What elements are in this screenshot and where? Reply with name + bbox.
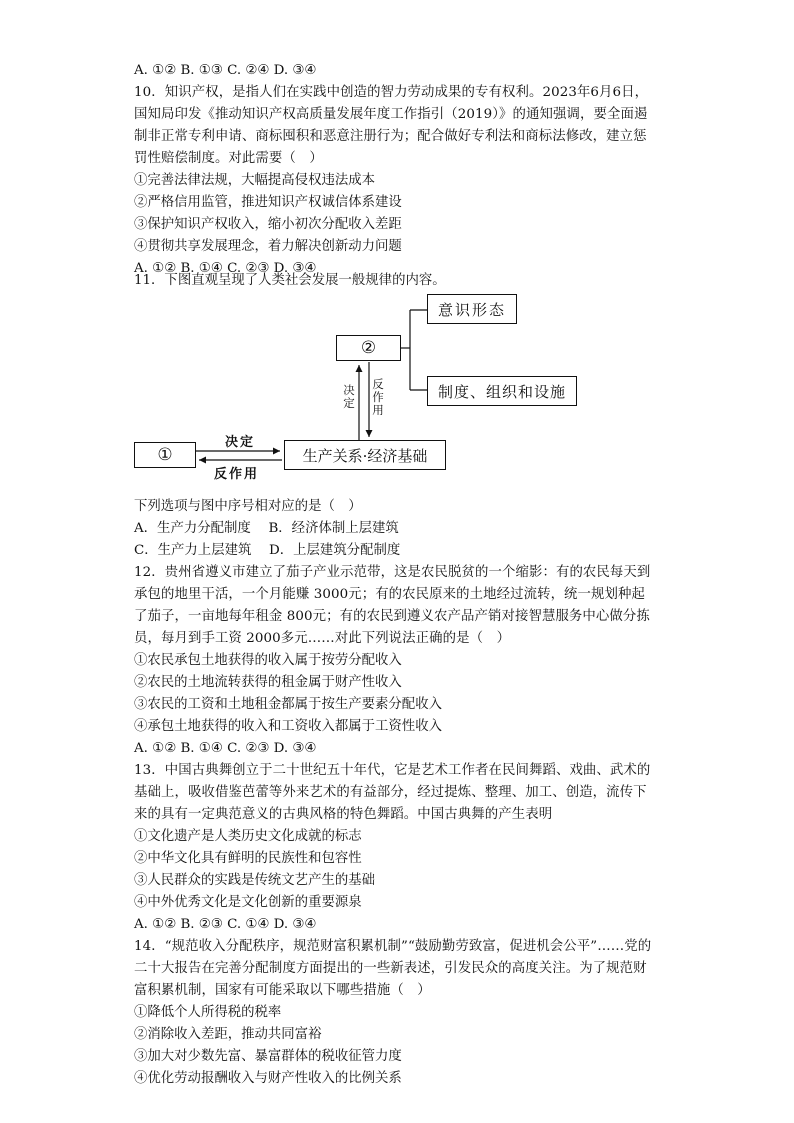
q12-stem-line: 员，每月到手工资 2000多元……对此下列说法正确的是（ ） [134, 631, 511, 646]
q10-item: ③保护知识产权收入，缩小初次分配收入差距 [134, 217, 402, 232]
q9-options: A. ①② B. ①③ C. ②④ D. ③④ [134, 63, 317, 78]
q10-stem-line: 国知局印发《推动知识产权高质量发展年度工作指引（2019）》的通知强调，要全面遏 [134, 107, 648, 122]
q13-item: ①文化遗产是人类历史文化成就的标志 [134, 829, 362, 844]
q14-item: ④优化劳动报酬收入与财产性收入的比例关系 [134, 1071, 402, 1086]
label-decide-vertical: 决定 [343, 383, 355, 410]
q10-item: ④贯彻共享发展理念，着力解决创新动力问题 [134, 239, 402, 254]
q13-stem-line: 13．中国古典舞创立于二十世纪五十年代，它是艺术工作者在民间舞蹈、戏曲、武术的 [134, 763, 651, 778]
q14-stem-line: 二十大报告在完善分配制度方面提出的一些新表述，引发民众的高度关注。为了规范财 [134, 961, 647, 976]
q10-stem-line: 罚性赔偿制度。对此需要（ ） [134, 151, 323, 166]
q14-item: ③加大对少数先富、暴富群体的税收征管力度 [134, 1049, 402, 1064]
q12-item: ③农民的工资和土地租金都属于按生产要素分配收入 [134, 697, 442, 712]
label-decide-horizontal: 决定 [225, 435, 256, 450]
q12-stem-line: 承包的地里干活，一个月能赚 3000元；有的农民原来的土地经过流转，统一规划种起 [134, 587, 646, 602]
box-institutions: 制度、组织和设施 [427, 376, 577, 406]
q11-prompt: 下列选项与图中序号相对应的是（ ） [134, 499, 362, 514]
box-production-relations: 生产关系·经济基础 [284, 440, 446, 470]
box-ideology: 意识形态 [427, 294, 517, 324]
q11-options-row: A．生产力分配制度 B．经济体制上层建筑 [134, 521, 399, 536]
q13-item: ③人民群众的实践是传统文艺产生的基础 [134, 873, 376, 888]
q11-diagram [130, 290, 590, 480]
q12-stem-line: 12．贵州省遵义市建立了茄子产业示范带，这是农民脱贫的一个缩影：有的农民每天到 [134, 565, 651, 580]
q12-item: ①农民承包土地获得的收入属于按劳分配收入 [134, 653, 402, 668]
q13-stem-line: 基础上，吸收借鉴芭蕾等外来艺术的有益部分，经过提炼、整理、加工、创造，流传下 [134, 785, 647, 800]
box-circle-2: ② [336, 335, 401, 361]
q13-item: ④中外优秀文化是文化创新的重要源泉 [134, 895, 362, 910]
q14-item: ②消除收入差距，推动共同富裕 [134, 1027, 322, 1042]
q14-stem-line: 14．“规范收入分配秩序，规范财富积累机制”“鼓励勤劳致富，促进机会公平”……党的 [134, 939, 652, 954]
q12-options: A. ①② B. ①④ C. ②③ D. ③④ [134, 741, 317, 756]
q13-item: ②中华文化具有鲜明的民族性和包容性 [134, 851, 362, 866]
q12-item: ④承包土地获得的收入和工资收入都属于工资性收入 [134, 719, 442, 734]
q10-options: A. ①② B. ①④ C. ②③ D. ③④ [134, 261, 317, 276]
q14-item: ①降低个人所得税的税率 [134, 1005, 282, 1020]
q10-item: ①完善法律法规，大幅提高侵权违法成本 [134, 173, 376, 188]
q10-stem-line: 10．知识产权，是指人们在实践中创造的智力劳动成果的专有权利。2023年6月6日， [134, 85, 649, 100]
q10-stem-line: 制非正常专利申请、商标囤积和恶意注册行为；配合做好专利法和商标法修改，建立惩 [134, 129, 647, 144]
q13-stem-line: 来的具有一定典范意义的古典风格的特色舞蹈。中国古典舞的产生表明 [134, 807, 553, 822]
label-react-horizontal: 反作用 [214, 467, 260, 482]
q12-item: ②农民的土地流转获得的租金属于财产性收入 [134, 675, 402, 690]
q12-stem-line: 了茄子，一亩地每年租金 800元；有的农民到遵义农产品产销对接智慧服务中心做分拣 [134, 609, 650, 624]
q11-options-row: C．生产力上层建筑 D．上层建筑分配制度 [134, 543, 401, 558]
q10-item: ②严格信用监管，推进知识产权诚信体系建设 [134, 195, 402, 210]
q13-options: A. ①② B. ②③ C. ①④ D. ③④ [134, 917, 317, 932]
box-circle-1: ① [134, 442, 196, 468]
q11-stem: 11．下图直观呈现了人类社会发展一般规律的内容。 [134, 273, 446, 288]
label-react-vertical: 反作用 [372, 377, 384, 417]
q14-stem-line: 富积累机制，国家有可能采取以下哪些措施（ ） [134, 983, 431, 998]
